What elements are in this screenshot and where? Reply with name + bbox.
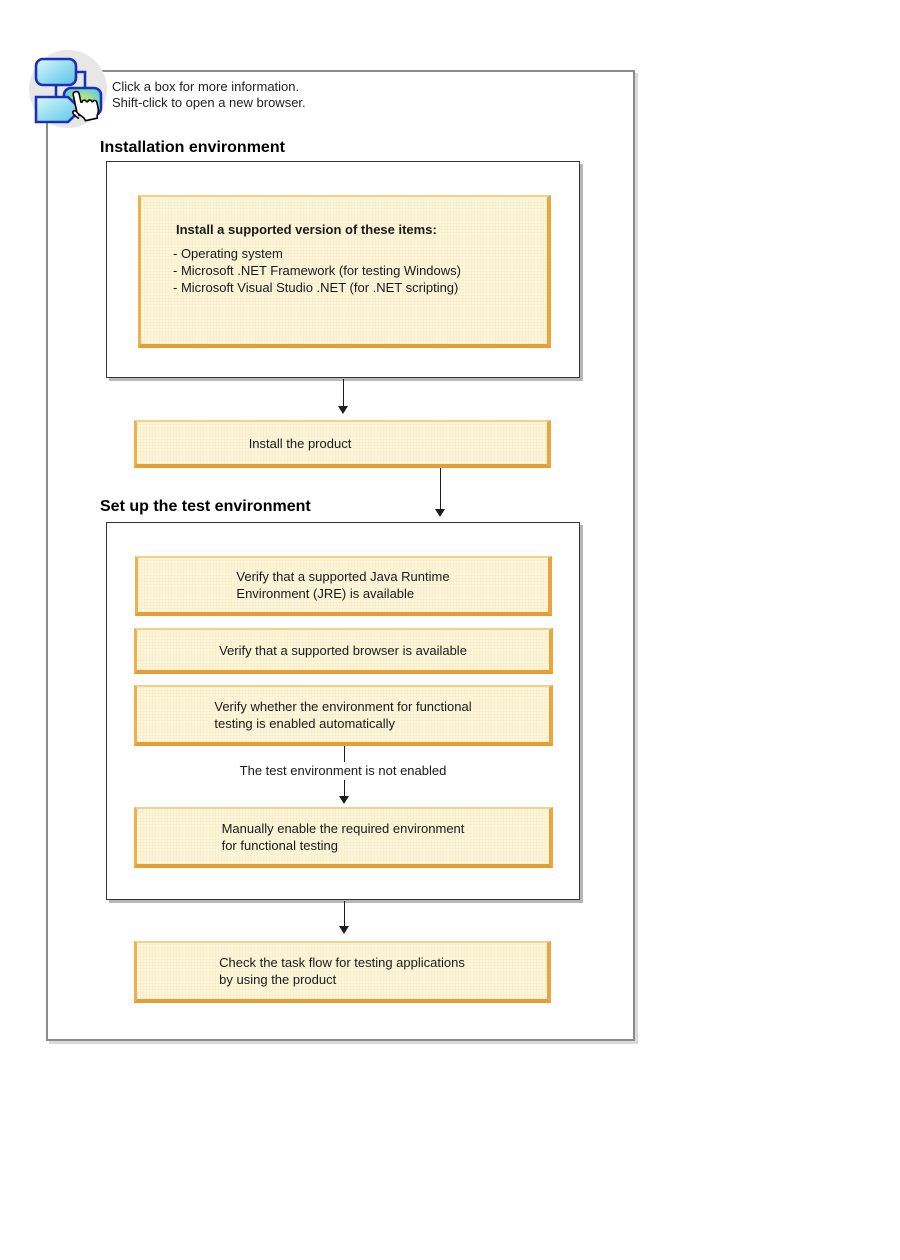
flowchart-icon <box>26 48 110 132</box>
prereqs-item: - Operating system <box>173 246 283 261</box>
instructions-line-2: Shift-click to open a new browser. <box>112 95 306 110</box>
connector-line <box>344 780 345 797</box>
verify-jre-line: Verify that a supported Java Runtime <box>236 569 450 584</box>
verify-env-box[interactable] <box>134 685 553 746</box>
connector-line <box>344 746 345 762</box>
check-taskflow-line: by using the product <box>219 972 337 987</box>
flow-node-icon <box>36 59 76 85</box>
section-heading-test-setup: Set up the test environment <box>100 498 311 515</box>
arrow-down-icon <box>435 509 445 517</box>
instructions-line-1: Click a box for more information. <box>112 79 300 94</box>
install-product-box[interactable] <box>134 420 551 468</box>
prereqs-item: - Microsoft Visual Studio .NET (for .NET scripting) <box>173 280 459 295</box>
manual-enable-line: for functional testing <box>221 837 338 853</box>
arrow-line <box>440 468 441 510</box>
test-environment-group <box>106 522 580 900</box>
check-taskflow-box[interactable] <box>134 941 551 1003</box>
installation-environment-group <box>106 161 580 378</box>
section-heading-installation: Installation environment <box>100 139 285 156</box>
install-product-label: Install the product <box>248 435 352 451</box>
verify-env-line: Verify whether the environment for functional <box>214 698 472 714</box>
arrow-down-icon <box>339 796 349 804</box>
not-enabled-label: The test environment is not enabled <box>239 763 447 778</box>
prereqs-item: - Microsoft .NET Framework (for testing Windows) <box>173 263 461 278</box>
check-taskflow-line: Check the task flow for testing applications <box>219 955 465 970</box>
verify-browser-box[interactable] <box>134 628 553 674</box>
instructions-text <box>112 79 306 111</box>
verify-jre-line: Environment (JRE) is available <box>236 586 415 601</box>
manual-enable-box[interactable] <box>134 807 553 868</box>
verify-env-line: testing is enabled automatically <box>214 715 396 731</box>
arrow-line <box>344 901 345 927</box>
verify-browser-label: Verify that a supported browser is available <box>219 642 467 658</box>
prereqs-box[interactable] <box>138 195 551 348</box>
arrow-down-icon <box>339 926 349 934</box>
manual-enable-line: Manually enable the required environment <box>221 820 465 836</box>
arrow-line <box>343 379 344 407</box>
verify-jre-box[interactable] <box>135 556 552 616</box>
prereqs-box-title: Install a supported version of these items: <box>176 222 437 237</box>
arrow-down-icon <box>338 406 348 414</box>
